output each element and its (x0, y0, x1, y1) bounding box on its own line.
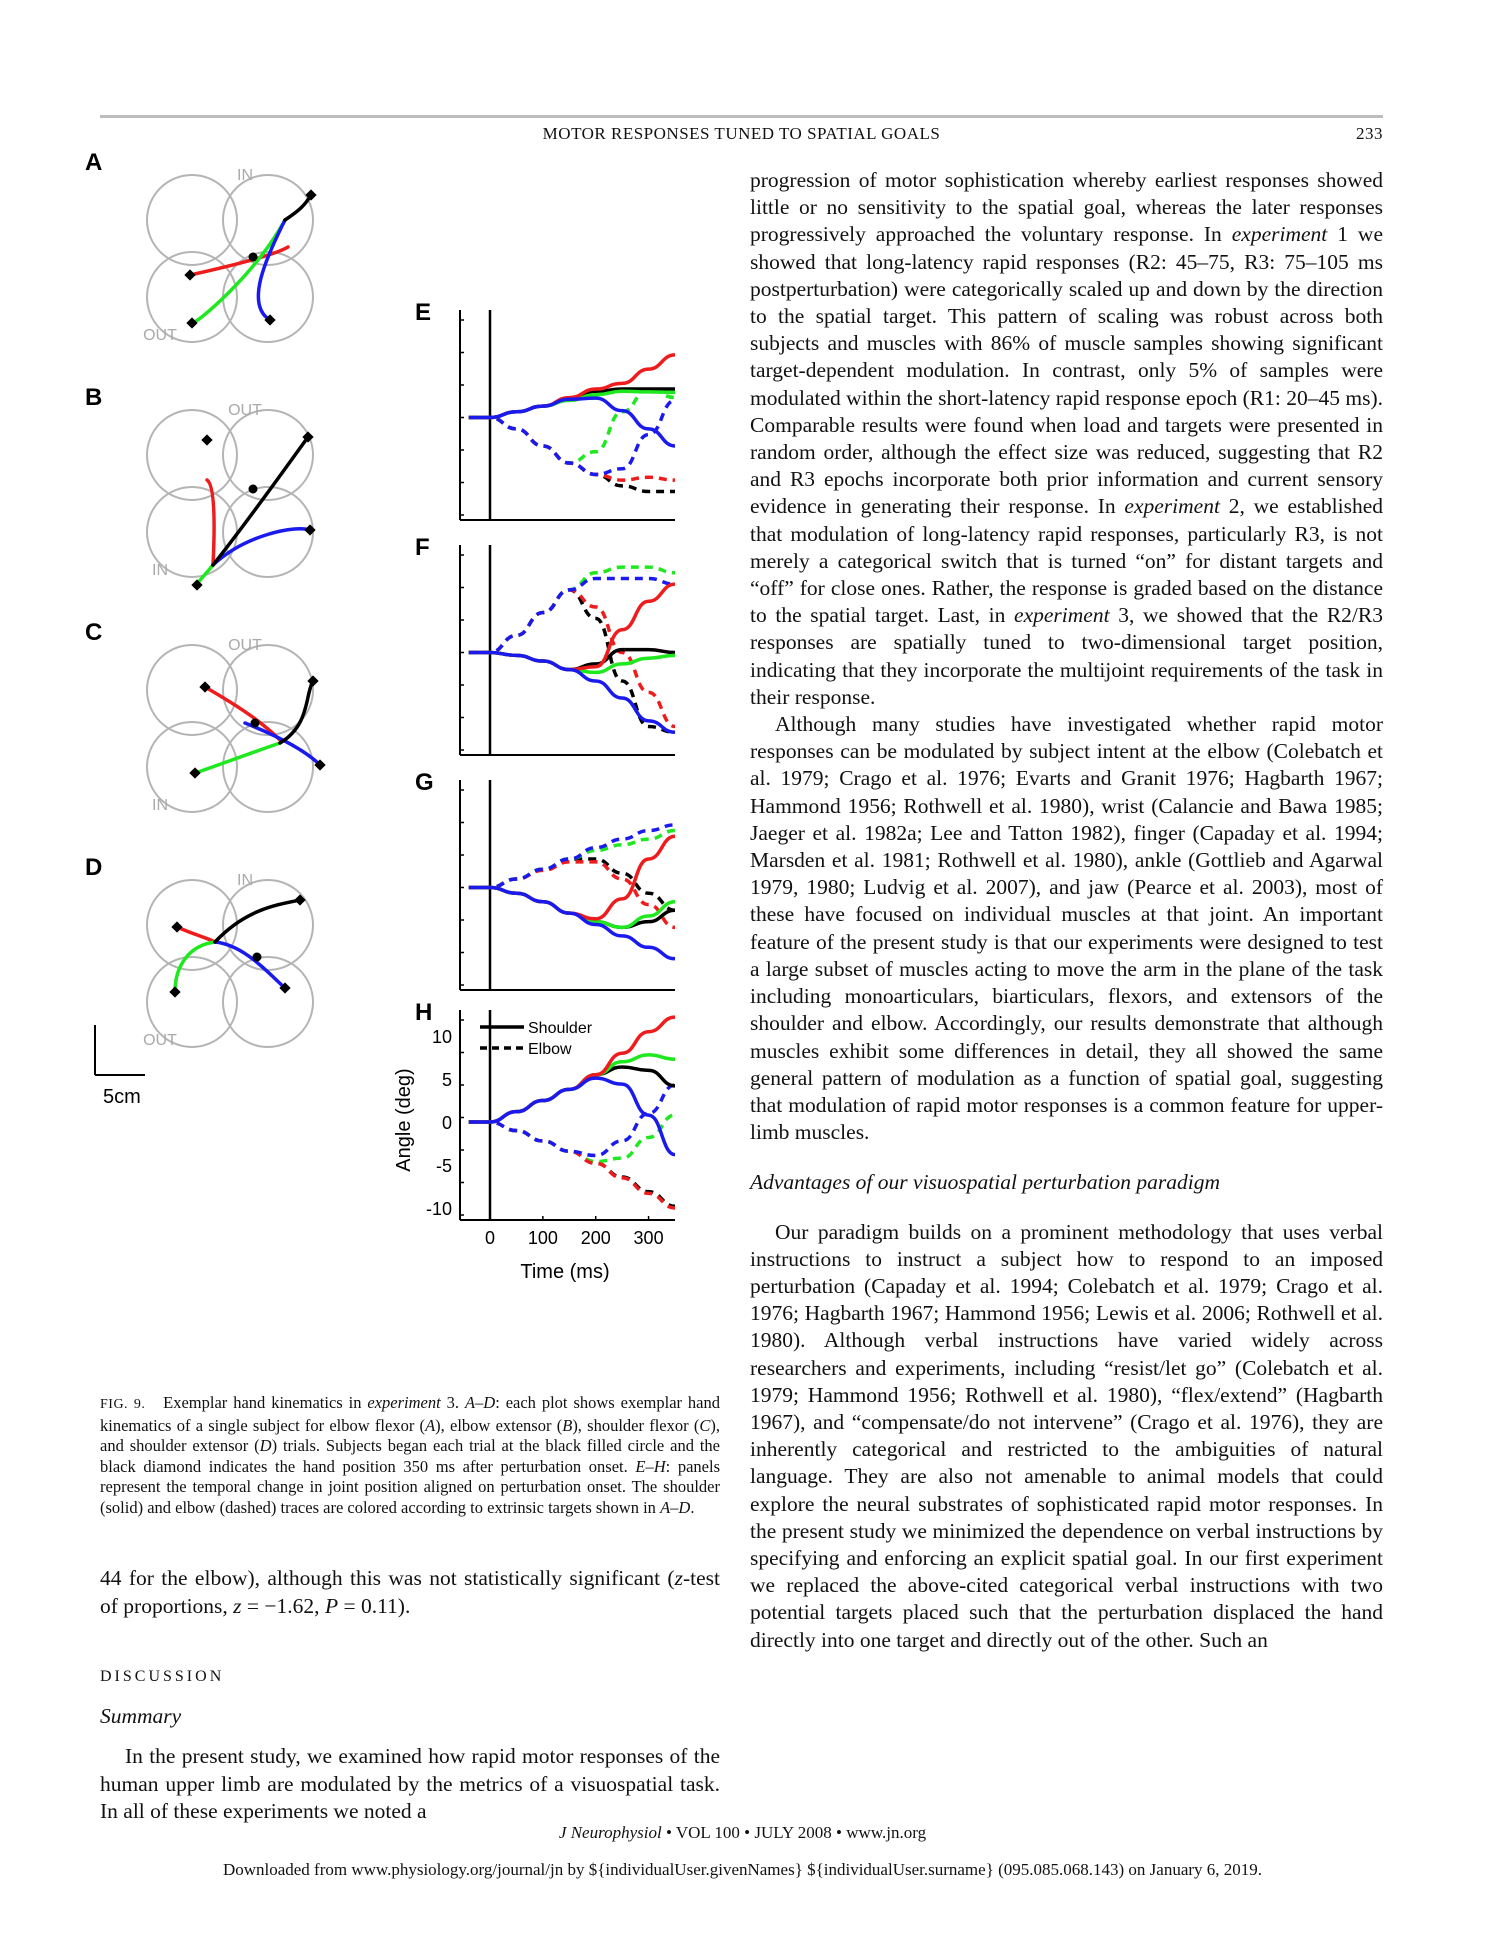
paragraph-1: progression of motor sophistication whereby earliest responses showed little or no sensitivity to the spatial goal, whereas the later responses progressively approached the voluntary response. In experiment 1 we showed that long-latency rapid responses (R2: 45–75, R3: 75–105 ms postperturbation) were categorically scaled up and down by the direction to the spatial target. This pattern of scaling was robust across both subjects and muscles with 86% of muscle samples showing significant target-dependent modulation. In contrast, only 5% of samples were modulated within the short-latency rapid response epoch (R1: 20–45 ms). Comparable results were found when load and targets were presented in random order, although the effect size was reduced, suggesting that R2 and R3 epochs incorporate both prior information and current sensory evidence in generating their response. In experiment 2, we established that modulation of long-latency rapid responses, particularly R3, is not merely a categorical switch that is turned “on” for distant targets and “off” for close ones. Rather, the response is graded based on the distance to the spatial target. Last, in experiment 3, we showed that the R2/R3 responses are spatially tuned to two-dimensional target position, indicating that they incorporate the multijoint requirements of the task in their response. (750, 168, 1383, 709)
target-label-bottom: IN (152, 797, 168, 814)
hand-panel-d (85, 854, 313, 1049)
hand-panel-a (85, 149, 317, 344)
panel-label: A (85, 149, 103, 176)
subheading-advantages: Advantages of our visuospatial perturbation paradigm (750, 1170, 1221, 1195)
black-shoulder-trace (469, 888, 675, 928)
subheading-summary: Summary (100, 1704, 182, 1728)
x-tick-label: 100 (527, 1228, 558, 1248)
panel-label: C (85, 619, 103, 646)
end-diamond (201, 434, 212, 445)
blue-elbow-trace (469, 578, 675, 652)
end-diamond (169, 986, 180, 997)
red-trajectory (207, 480, 214, 565)
start-circle (249, 485, 258, 494)
y-tick-label: 10 (431, 1027, 452, 1047)
end-diamond (294, 894, 305, 905)
black-elbow-trace (469, 1122, 675, 1206)
red-shoulder-trace (469, 836, 675, 919)
y-tick-label: 5 (441, 1070, 452, 1090)
journal-footer: J Neurophysiol • VOL 100 • JULY 2008 • www.jn.org (558, 1823, 927, 1842)
scale-bar-label: 5cm (103, 1086, 141, 1108)
trace-panel-g (415, 769, 675, 990)
scale-bar (95, 1025, 145, 1108)
hand-kinematics-panels (85, 149, 326, 1108)
panel-label: E (415, 299, 432, 326)
hand-panel-b (85, 384, 316, 591)
target-label-top: OUT (228, 402, 262, 419)
start-circle (251, 719, 260, 728)
blue-shoulder-trace (469, 653, 675, 733)
x-tick-label: 200 (580, 1228, 611, 1248)
y-tick-label: -5 (435, 1156, 452, 1176)
target-label-bottom: OUT (143, 327, 177, 344)
trace-panel-f (415, 534, 675, 755)
summary-paragraph: In the present study, we examined how rapid motor responses of the human upper limb are modulated by the metrics of a visuospatial task. In all of these experiments we noted a (100, 1744, 720, 1823)
target-label-bottom: OUT (143, 1032, 177, 1049)
blue-trajectory (215, 942, 285, 988)
running-title: MOTOR RESPONSES TUNED TO SPATIAL GOALS (542, 124, 941, 143)
target-label-bottom: IN (152, 562, 168, 579)
blue-elbow-trace (469, 400, 675, 474)
blue-elbow-trace (469, 825, 675, 888)
figure-caption (100, 1393, 720, 1519)
y-axis-label: Angle (deg) (393, 1068, 415, 1172)
y-tick-label: 0 (441, 1113, 452, 1133)
section-heading-discussion: DISCUSSION (100, 1668, 225, 1685)
paragraph-3: Our paradigm builds on a prominent methodology that uses verbal instructions to instruct a subject how to respond to an imposed perturbation (Capaday et al. 1994; Colebatch et al. 1979; Crago et al. 1976; Hagbarth 1967; Hammond 1956; Lewis et al. 2006; Rothwell et al. 1980). Although verbal instructions have varied widely across researchers and experiments, including “resist/let go” (Colebatch et al. 1979; Hammond 1956; Rothwell et al. 1980), “flex/extend” (Hagbarth 1967), and “compensate/do not intervene” (Crago et al. 1976), they are inherently categorical and restricted to the ambiguities of natural language. They are also not amenable to animal models that could explore the neural substrates of sophisticated rapid motor responses. In the present study we minimized the dependence on verbal instructions by specifying and enforcing an explicit spatial goal. In our first experiment we replaced the above-cited categorical verbal instructions with two potential targets placed such that the perturbation displaced the hand directly into one target and directly out of the other. Such an (750, 1219, 1383, 1652)
black-elbow-trace (469, 590, 675, 732)
page-number: 233 (1356, 124, 1383, 143)
end-diamond (184, 269, 195, 280)
panel-label: H (415, 999, 433, 1026)
black-trajectory (285, 195, 311, 220)
green-elbow-trace (469, 1115, 675, 1161)
target-label-top: IN (237, 167, 253, 184)
black-trajectory (213, 437, 308, 565)
x-axis-label: Time (ms) (520, 1261, 610, 1283)
legend-dashed-label: Elbow (528, 1041, 572, 1058)
legend-solid-label: Shoulder (528, 1020, 593, 1037)
red-trajectory (177, 927, 215, 942)
caption-label: FIG. 9. (100, 1397, 146, 1412)
target-label-top: OUT (228, 637, 262, 654)
red-trajectory (190, 247, 288, 275)
y-tick-label: -10 (425, 1199, 452, 1219)
x-tick-label: 0 (484, 1228, 496, 1248)
trace-panel-e (415, 299, 675, 520)
red-elbow-trace (469, 1122, 675, 1208)
blue-trajectory (258, 220, 285, 320)
start-circle (253, 953, 262, 962)
paragraph-2: Although many studies have investigated whether rapid motor responses can be modulated by subject intent at the elbow (Colebatch et al. 1979; Crago et al. 1976; Evarts and Granit 1976; Hagbarth 1967; Hammond 1956; Rothwell et al. 1980), wrist (Calancie and Bawa 1985; Jaeger et al. 1982a; Lee and Tatton 1982), finger (Capaday et al. 1994; Marsden et al. 1981; Rothwell et al. 1980), ankle (Gottlieb and Agarwal 1979, 1980; Ludvig et al. 2007), and jaw (Pearce et al. 2003), most of these have focused on individual muscles at that joint. An important feature of the present study is that our experiments were designed to test a large subset of muscles acting to move the arm in the plane of the task including monoarticulars, biarticulars, flexors, and extensors of the shoulder and elbow. Accordingly, our results demonstrate that although muscles exhibit some differences in detail, they all showed the same general pattern of modulation as a function of spatial goal, suggesting that modulation of rapid motor responses is a common feature for upper-limb muscles. (750, 712, 1383, 1145)
panel-label: B (85, 384, 103, 411)
figure-9 (85, 149, 735, 1380)
end-diamond (171, 921, 182, 932)
blue-trajectory (245, 723, 320, 765)
header-rule (100, 115, 1383, 118)
joint-angle-panels (393, 299, 675, 1283)
download-notice: Downloaded from www.physiology.org/journal/jn by ${individualUser.givenNames} ${individualUser.surname} (095.085.068.143) on January 6, 2019. (222, 1860, 1263, 1879)
green-shoulder-trace (469, 391, 675, 417)
green-elbow-trace (469, 567, 675, 652)
target-label-top: IN (237, 872, 253, 889)
hand-panel-c (85, 619, 326, 814)
red-shoulder-trace (469, 355, 675, 418)
panel-label: G (415, 769, 434, 796)
end-diamond (307, 675, 318, 686)
start-circle (249, 253, 258, 262)
x-tick-label: 300 (633, 1228, 664, 1248)
end-diamond (189, 767, 200, 778)
left-continuation: 44 for the elbow), although this was not statistically significant (z-test of proportions, z = −1.62, P = 0.11). (100, 1566, 720, 1618)
panel-label: F (415, 534, 430, 561)
end-diamond (304, 524, 315, 535)
trace-panel-h (393, 999, 675, 1283)
caption-text: Exemplar hand kinematics in experiment 3. A–D: each plot shows exemplar hand kinematics of a single subject for elbow flexor (A), elbow extensor (B), shoulder flexor (C), and shoulder extensor (D) trials. Subjects began each trial at the black filled circle and the black diamond indicates the hand position 350 ms after perturbation onset. E–H: panels represent the temporal change in joint position aligned on perturbation onset. The shoulder (solid) and elbow (dashed) traces are colored according to extrinsic targets shown in A–D. (100, 1393, 721, 1517)
panel-label: D (85, 854, 103, 881)
end-diamond (186, 317, 197, 328)
right-column (750, 167, 1383, 1654)
